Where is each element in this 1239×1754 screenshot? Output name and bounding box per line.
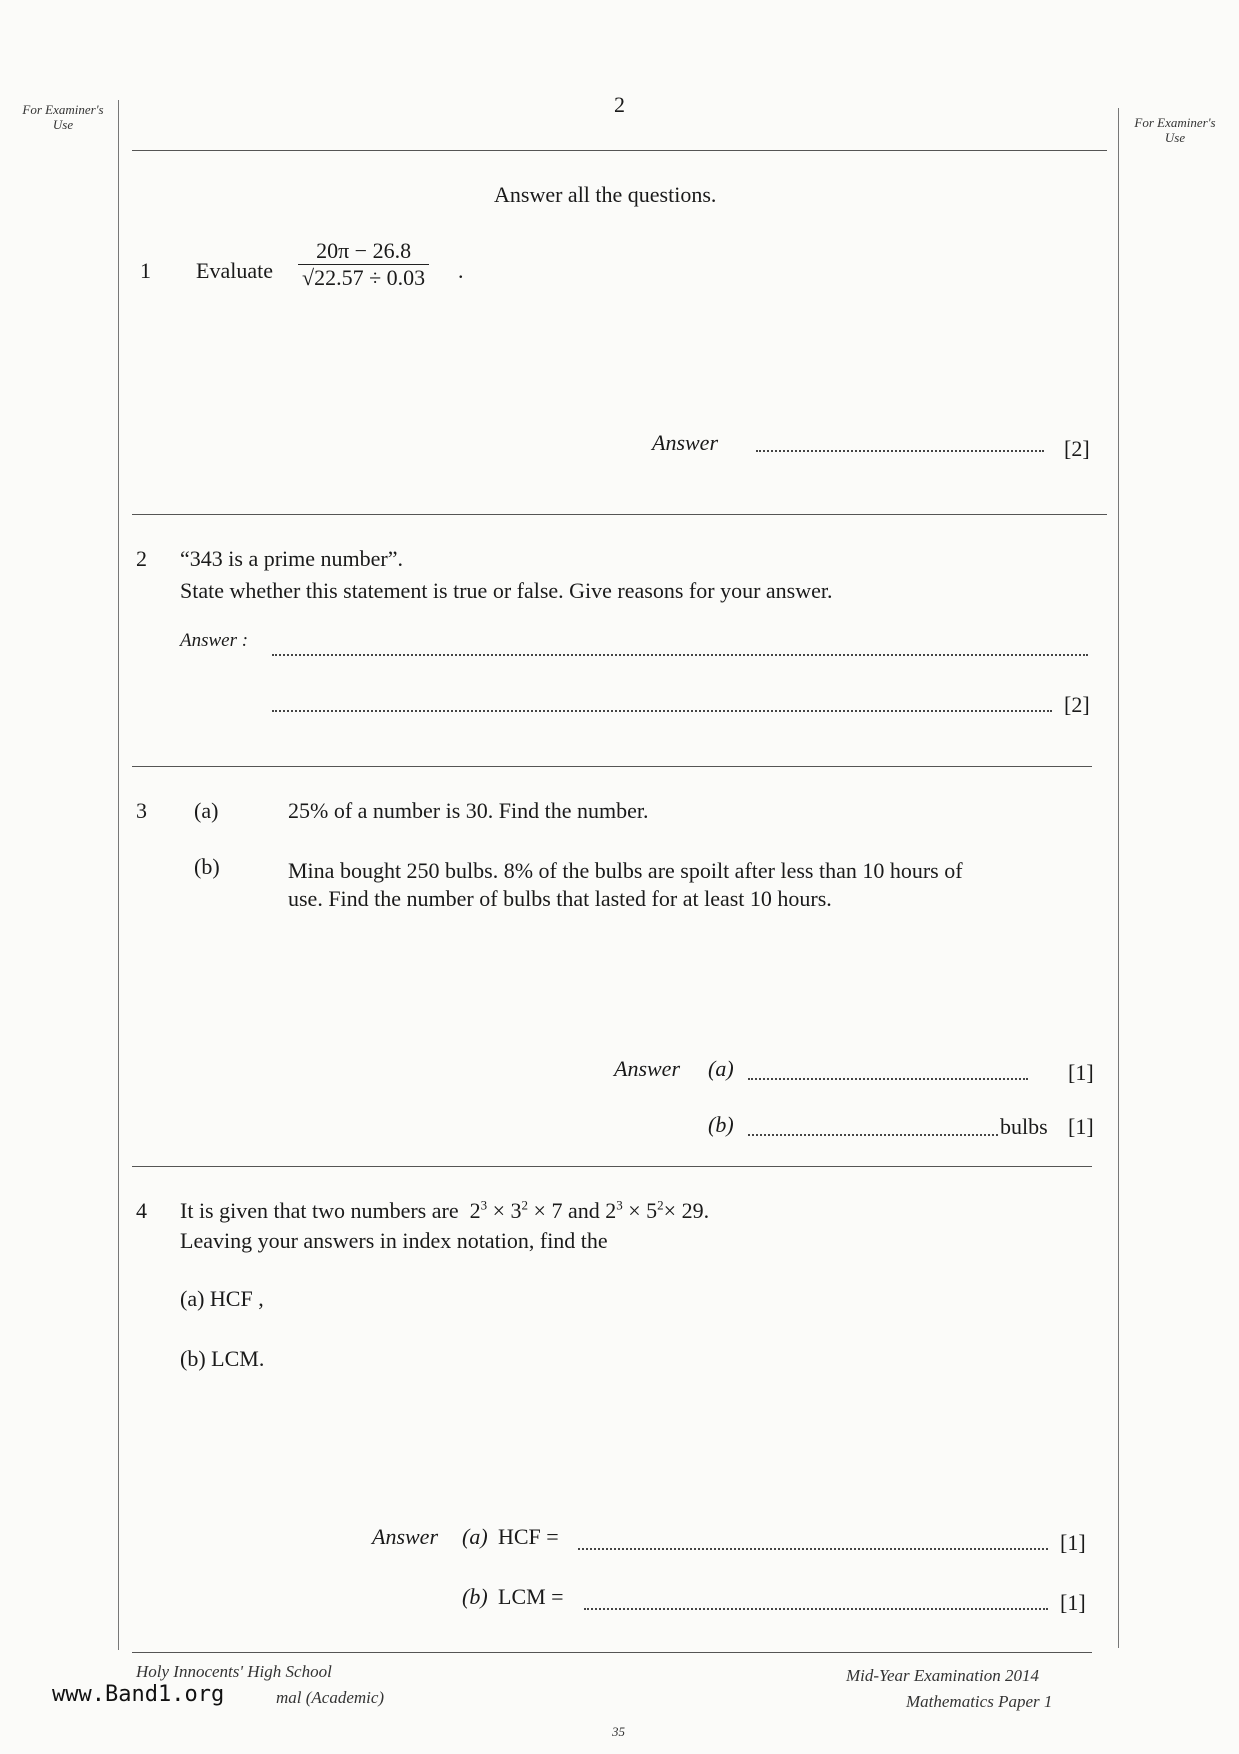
q1-lead: Evaluate [196,258,273,283]
q3-separator [132,1166,1092,1167]
q4-number-one: $2^3 \times 3^2 \times 7$ [469,1197,563,1223]
q4-n2-base2: 5 [646,1198,658,1223]
q1-answer-blank[interactable] [756,450,1044,452]
q1-number: 1 [140,258,151,283]
q3-a-label: (a) [194,798,219,823]
footer-stream: mal (Academic) [276,1688,385,1707]
footer-bottom-number: 35 [612,1724,625,1739]
q3-marks-a: [1] [1068,1060,1094,1085]
q2-number: 2 [136,546,147,571]
q4-answer-label: Answer [372,1524,438,1549]
footer-exam: Mid-Year Examination 2014 [846,1666,1039,1685]
q4-n2-base1: 2 [605,1198,617,1223]
instruction: Answer all the questions. [494,182,717,207]
q4-n2-exp1: 3 [616,1197,623,1213]
q4-and: and [567,1198,600,1223]
footer-school: Holy Innocents' High School [136,1662,332,1681]
examiner-use-left: For Examiner's Use [22,102,104,132]
examiner-use-right: For Examiner's Use [1134,115,1216,145]
q4-n1-base2: 3 [510,1198,522,1223]
q3-b-label: (b) [194,854,220,879]
q2-line2: State whether this statement is true or false. Give reasons for your answer. [180,578,833,603]
q1-end: . [458,258,464,283]
q3-ans-b-label: (b) [708,1112,734,1137]
q4-ans-b-text: LCM = [498,1584,564,1609]
header-rule [132,150,1107,151]
q4-line1-pre: It is given that two numbers are [180,1198,459,1223]
q3-a-text: 25% of a number is 30. Find the number. [288,798,649,823]
q3-answer-a-blank[interactable] [748,1078,1028,1080]
q1-marks: [2] [1064,436,1090,461]
q4-marks-a: [1] [1060,1530,1086,1555]
q4-part-b: (b) LCM. [180,1346,265,1371]
q4-n1-base1: 2 [469,1198,481,1223]
q3-marks-b: [1] [1068,1114,1094,1139]
right-margin-line [1118,108,1119,1648]
q4-n2-exp2: 2 [657,1197,664,1213]
q3-answer-label: Answer [614,1056,680,1081]
q1-separator [132,514,1107,515]
q4-n1-exp1: 3 [480,1197,488,1213]
q3-b-line2: use. Find the number of bulbs that lasted for at least 10 hours. [288,886,832,911]
q4-ans-a-text: HCF = [498,1524,559,1549]
q4-number: 4 [136,1198,147,1223]
q4-n1-exp2: 2 [521,1197,529,1213]
q3-number: 3 [136,798,147,823]
q1-answer-label: Answer [652,430,718,455]
q4-answer-a-blank[interactable] [578,1548,1048,1550]
page-number: 2 [614,92,625,117]
q2-answer-line-1[interactable] [272,654,1088,656]
q4-ans-a-label: (a) [462,1524,488,1549]
q3-b-line1: Mina bought 250 bulbs. 8% of the bulbs are spoilt after less than 10 hours of [288,858,963,883]
q3-ans-a-label: (a) [708,1056,734,1081]
q2-answer-label: Answer : [180,630,249,651]
q4-number-two: $2^3 \times 5^2\times 29$. [605,1197,710,1223]
q3-unit: bulbs [1000,1114,1048,1139]
q4-answer-b-blank[interactable] [584,1608,1048,1610]
q1-denominator: √22.57 ÷ 0.03 [302,265,426,290]
q4-line1 [180,1198,709,1224]
q4-n2-tail: 29. [681,1198,710,1223]
q4-ans-b-label: (b) [462,1584,488,1609]
watermark: www.Band1.org [52,1682,225,1707]
left-margin-line [118,100,119,1650]
q4-n1-tail: 7 [551,1198,563,1223]
q2-line1: “343 is a prime number”. [180,546,403,571]
q2-separator [132,766,1092,767]
footer-rule [132,1652,1092,1653]
q4-part-a: (a) HCF , [180,1286,264,1311]
q3-answer-b-blank[interactable] [748,1134,998,1136]
q1-fraction [298,238,429,291]
footer-paper: Mathematics Paper 1 [906,1692,1053,1711]
q4-marks-b: [1] [1060,1590,1086,1615]
q2-marks: [2] [1064,692,1090,717]
q2-answer-line-2[interactable] [272,710,1052,712]
q4-line2: Leaving your answers in index notation, find the [180,1228,608,1253]
q1-numerator: 20π − 26.8 [298,238,429,265]
